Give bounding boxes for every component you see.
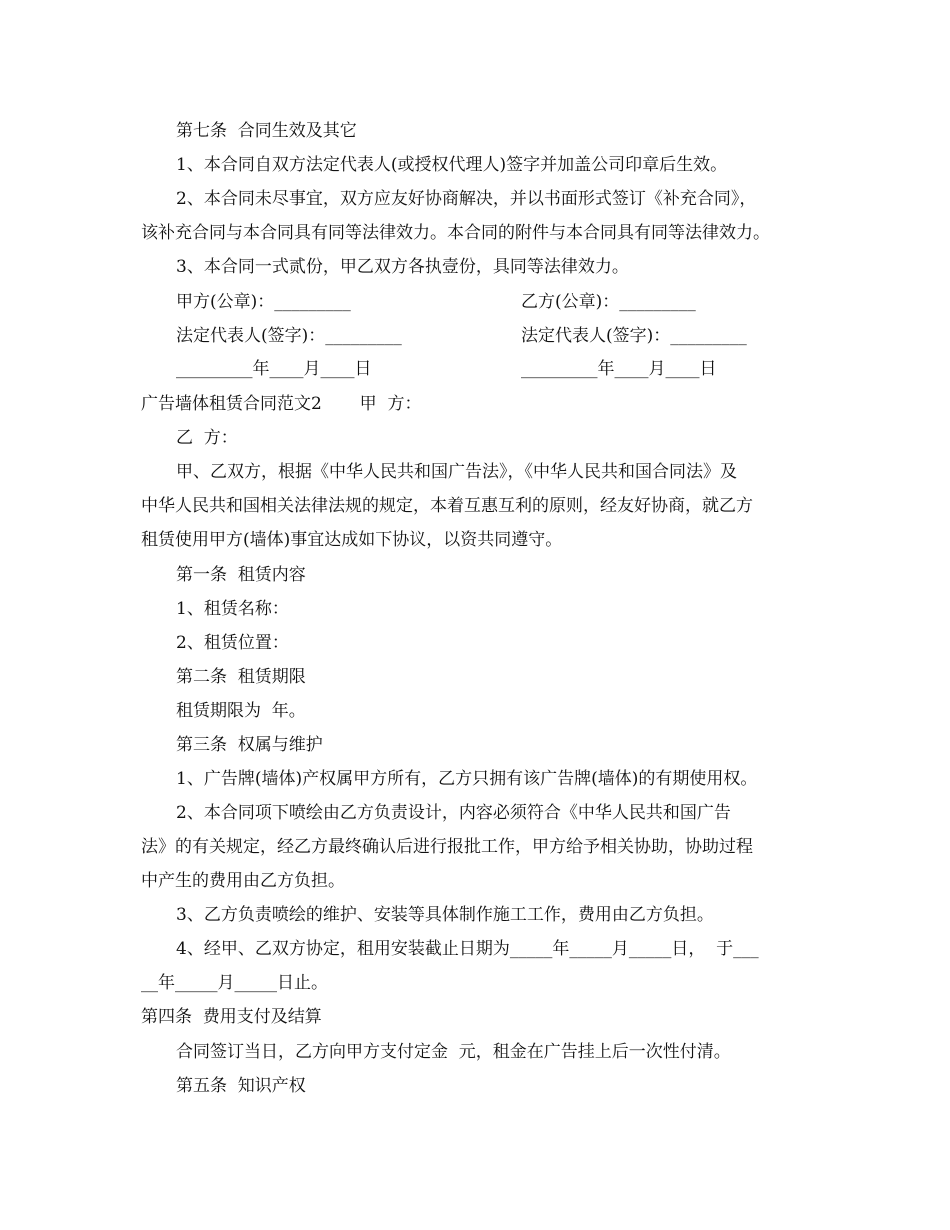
article7-clause2-line2: 该补充合同与本合同具有同等法律效力。本合同的附件与本合同具有同等法律效力。 — [141, 223, 770, 243]
article3-clause2-line3: 中产生的费用由乙方负担。 — [141, 871, 345, 891]
contract2-intro-line2: 中华人民共和国相关法律法规的规定，本着互惠互利的原则，经友好协商，就乙方 — [141, 496, 753, 516]
article7-clause3: 3、本合同一式贰份，甲乙双方各执壹份，具同等法律效力。 — [176, 257, 629, 277]
party-a-representative-field: 法定代表人(签字)：_________ — [176, 326, 402, 346]
article4-heading: 第四条 费用支付及结算 — [141, 1007, 322, 1027]
contract2-intro-line3: 租赁使用甲方(墙体)事宜达成如下协议，以资共同遵守。 — [141, 530, 563, 550]
article4-clause1: 合同签订当日，乙方向甲方支付定金 元，租金在广告挂上后一次性付清。 — [176, 1042, 731, 1062]
contract2-party-b: 乙 方： — [176, 428, 238, 448]
article3-heading: 第三条 权属与维护 — [176, 735, 323, 755]
article3-clause4-line1: 4、经甲、乙双方协定，租用安装截止日期为_____年_____月_____日， 于___ — [176, 939, 759, 959]
article7-clause2-line1: 2、本合同未尽事宜，双方应友好协商解决，并以书面形式签订《补充合同》， — [176, 189, 757, 209]
article7-clause1: 1、本合同自双方法定代表人(或授权代理人)签字并加盖公司印章后生效。 — [176, 155, 728, 175]
party-a-date-field: _________年____月____日 — [176, 359, 372, 379]
article3-clause2-line1: 2、本合同项下喷绘由乙方负责设计，内容必须符合《中华人民共和国广告 — [176, 803, 731, 823]
article7-heading: 第七条 合同生效及其它 — [176, 121, 357, 141]
contract2-title-line: 广告墙体租赁合同范文2 甲 方： — [141, 394, 422, 414]
article3-clause1: 1、广告牌(墙体)产权属甲方所有，乙方只拥有该广告牌(墙体)的有期使用权。 — [176, 769, 758, 789]
party-b-date-field: _________年____月____日 — [521, 359, 717, 379]
article3-clause3: 3、乙方负责喷绘的维护、安装等具体制作施工工作，费用由乙方负担。 — [176, 905, 714, 925]
party-b-representative-field: 法定代表人(签字)：_________ — [521, 326, 747, 346]
article1-clause2: 2、租赁位置： — [176, 633, 289, 653]
article3-clause2-line2: 法》的有关规定，经乙方最终确认后进行报批工作，甲方给予相关协助，协助过程 — [141, 837, 753, 857]
article5-heading: 第五条 知识产权 — [176, 1076, 306, 1096]
article2-heading: 第二条 租赁期限 — [176, 667, 306, 687]
article3-clause4-line2: __年_____月_____日止。 — [141, 973, 328, 993]
party-b-seal-field: 乙方(公章)：_________ — [521, 292, 696, 312]
article2-clause1: 租赁期限为 年。 — [176, 701, 306, 721]
party-a-seal-field: 甲方(公章)：_________ — [176, 292, 351, 312]
article1-heading: 第一条 租赁内容 — [176, 565, 306, 585]
contract2-intro-line1: 甲、乙双方，根据《中华人民共和国广告法》，《中华人民共和国合同法》及 — [176, 462, 737, 482]
article1-clause1: 1、租赁名称： — [176, 599, 289, 619]
